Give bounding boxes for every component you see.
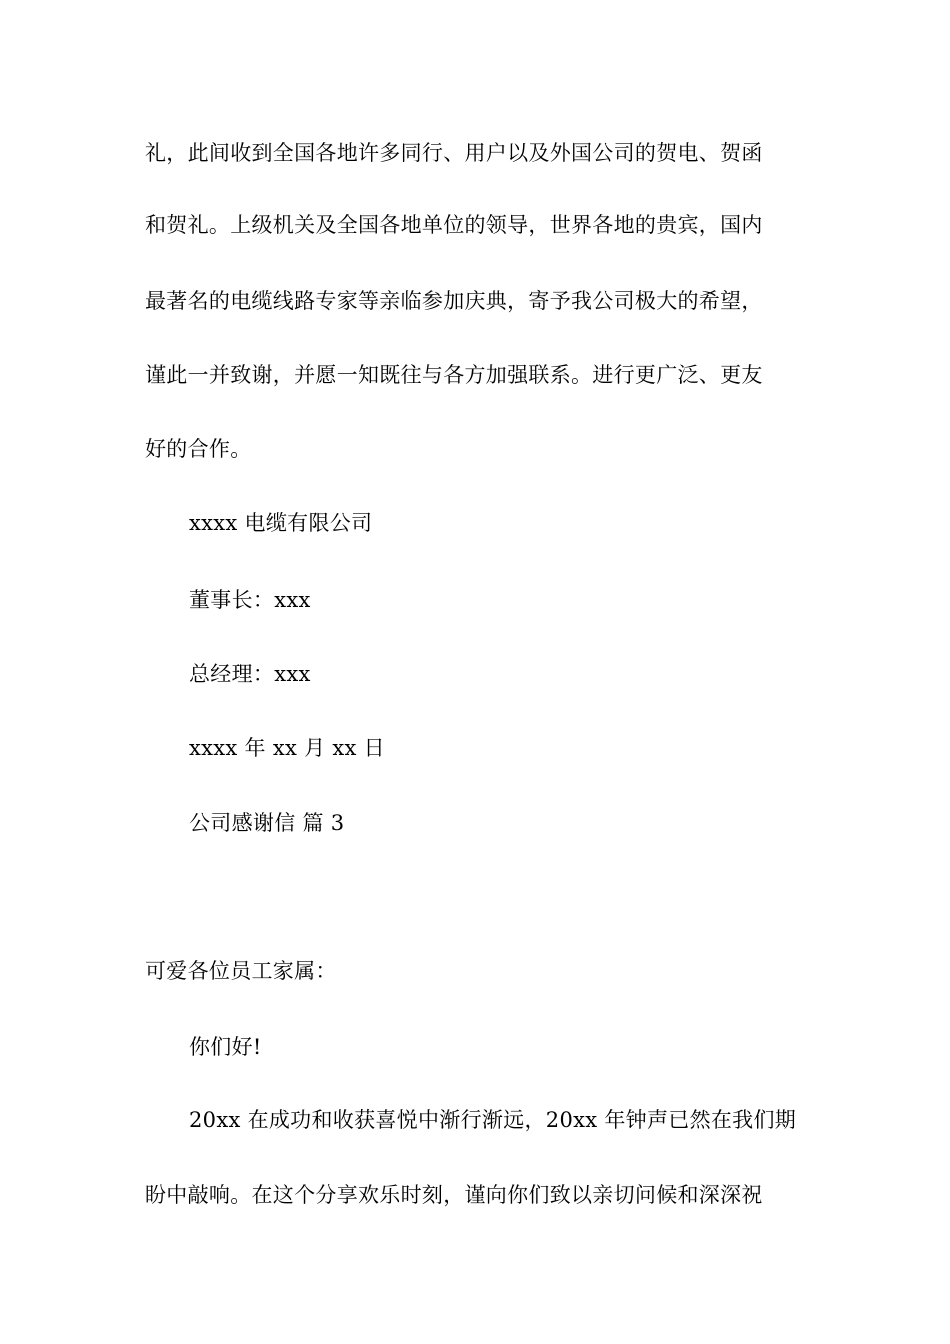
paragraph-line: 盼中敲响。在这个分享欢乐时刻，谨向你们致以亲切问候和深深祝 bbox=[145, 1183, 763, 1207]
greeting: 你们好! bbox=[189, 1035, 262, 1059]
signature-chairman: 董事长：xxx bbox=[189, 588, 311, 612]
signature-date: xxxx 年 xx 月 xx 日 bbox=[189, 736, 385, 760]
paragraph-line: 谨此一并致谢，并愿一知既往与各方加强联系。进行更广泛、更友 bbox=[145, 363, 763, 387]
paragraph-line: 20xx 在成功和收获喜悦中渐行渐远，20xx 年钟声已然在我们期 bbox=[189, 1108, 797, 1132]
paragraph-line: 和贺礼。上级机关及全国各地单位的领导，世界各地的贵宾，国内 bbox=[145, 213, 763, 237]
paragraph-line: 好的合作。 bbox=[145, 437, 252, 461]
paragraph-line: 最著名的电缆线路专家等亲临参加庆典，寄予我公司极大的希望， bbox=[145, 289, 763, 313]
signature-company: xxxx 电缆有限公司 bbox=[189, 511, 373, 535]
salutation: 可爱各位员工家属： bbox=[145, 959, 337, 983]
signature-general-manager: 总经理：xxx bbox=[189, 662, 311, 686]
section-title: 公司感谢信 篇 3 bbox=[189, 811, 345, 835]
paragraph-line: 礼，此间收到全国各地许多同行、用户以及外国公司的贺电、贺函 bbox=[145, 141, 763, 165]
